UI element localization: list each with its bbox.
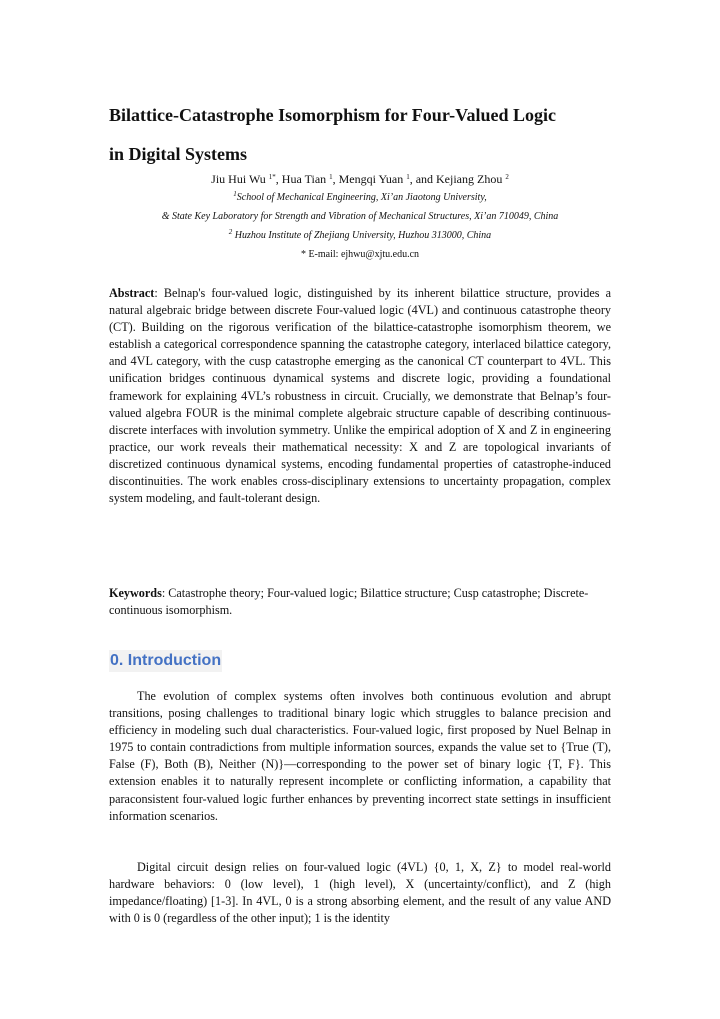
author-separator: , bbox=[332, 172, 339, 186]
affiliation-1-continued bbox=[99, 210, 621, 224]
intro-paragraph-1: The evolution of complex systems often involves both continuous evolution and abrupt transitions, posing challenges to traditional binary logic which struggles to balance precision and efficiency in modeling such dual characteristics. Four-valued logic, first proposed by Nuel Belnap in 1975 to contain contradictions from multiple information sources, expands the value set to {True (T), False (F), Both (B), Neither (N)}—corresponding to the power set of binary logic {T, F}. This extension enables it to naturally represent incomplete or conflicting information, a capability that paraconsistent four-valued logic further enhances by preventing incorrect state settings in insufficient information scenarios. bbox=[109, 689, 611, 823]
abstract bbox=[109, 285, 611, 507]
author-separator: , and bbox=[409, 172, 437, 186]
author-name: Hua Tian bbox=[281, 172, 327, 186]
author-separator: , bbox=[275, 172, 282, 186]
keywords-text: : Catastrophe theory; Four-valued logic; Bilattice structure; Cusp catastrophe; Discrete-continuous isomorphism. bbox=[109, 586, 589, 618]
affiliation-1 bbox=[99, 191, 621, 205]
intro-paragraph-2: Digital circuit design relies on four-valued logic (4VL) {0, 1, X, Z} to model real-world hardware behaviors: 0 (low level), 1 (high level), X (uncertainty/conflict), and Z (high impedance/floating) [1-3]. In 4VL, 0 is a strong absorbing element, and the result of any value AND with 0 is 0 (regardless of the other input); 1 is the identity bbox=[109, 860, 611, 926]
author-mark: 1* bbox=[268, 173, 276, 181]
affiliation-text: & State Key Laboratory for Strength and Vibration of Mechanical Structures, Xi’an 710049, China bbox=[161, 211, 559, 222]
keywords bbox=[109, 585, 611, 619]
affiliation-2 bbox=[99, 229, 621, 243]
section-heading: 0. Introduction bbox=[109, 650, 222, 672]
paper-title bbox=[109, 96, 629, 174]
author-name: Mengqi Yuan bbox=[338, 172, 404, 186]
affiliation-mark: 1 bbox=[233, 190, 237, 198]
abstract-text: : Belnap's four-valued logic, distinguished by its inherent bilattice structure, provides a natural algebraic bridge between discrete Four-valued logic (4VL) and continuous catastrophe theory (CT). Building on the rigorous verification of the bilattice-catastrophe isomorphism theorem, we establish a categorical correspondence spanning the catastrophe category, interlaced bilattice category, and 4VL category, with the cusp catastrophe emerging as the canonical CT counterpart to 4VL. This unification bridges continuous dynamical systems and discrete logic, providing a foundational framework for explaining 4VL’s robustness in circuit. Crucially, we demonstrate that Belnap’s four-valued algebra FOUR is the minimal complete algebraic structure capable of describing continuous-discrete interfaces with involution symmetry. Unlike the empirical adoption of X and Z in engineering practice, our work reveals their mathematical necessity: X and Z are topological invariants of discretized continuous dynamical systems, encoding fundamental properties of catastrophe-induced discontinuities. The work enables cross-disciplinary extensions to uncertainty propagation, complex system modeling, and fault-tolerant design. bbox=[109, 286, 611, 506]
title-line-2: in Digital Systems bbox=[109, 144, 248, 164]
keywords-label: Keywords bbox=[109, 586, 162, 600]
author-list bbox=[109, 171, 611, 187]
author-mark: 2 bbox=[505, 173, 509, 181]
author-name: Jiu Hui Wu bbox=[211, 172, 266, 186]
abstract-label: Abstract bbox=[109, 286, 155, 300]
title-line-1: Bilattice-Catastrophe Isomorphism for Four-Valued Logic bbox=[109, 105, 556, 125]
author-mark: 1 bbox=[406, 173, 410, 181]
affiliation-mark: 2 bbox=[228, 228, 233, 236]
affiliation-text: Huzhou Institute of Zhejiang University, Huzhou 313000, China bbox=[232, 230, 492, 241]
affiliation-text: School of Mechanical Engineering, Xi’an Jiaotong University, bbox=[236, 192, 487, 203]
corresponding-email: * E-mail: ejhwu@xjtu.edu.cn bbox=[300, 249, 420, 260]
author-name: Kejiang Zhou bbox=[436, 172, 503, 186]
author-mark: 1 bbox=[329, 173, 333, 181]
